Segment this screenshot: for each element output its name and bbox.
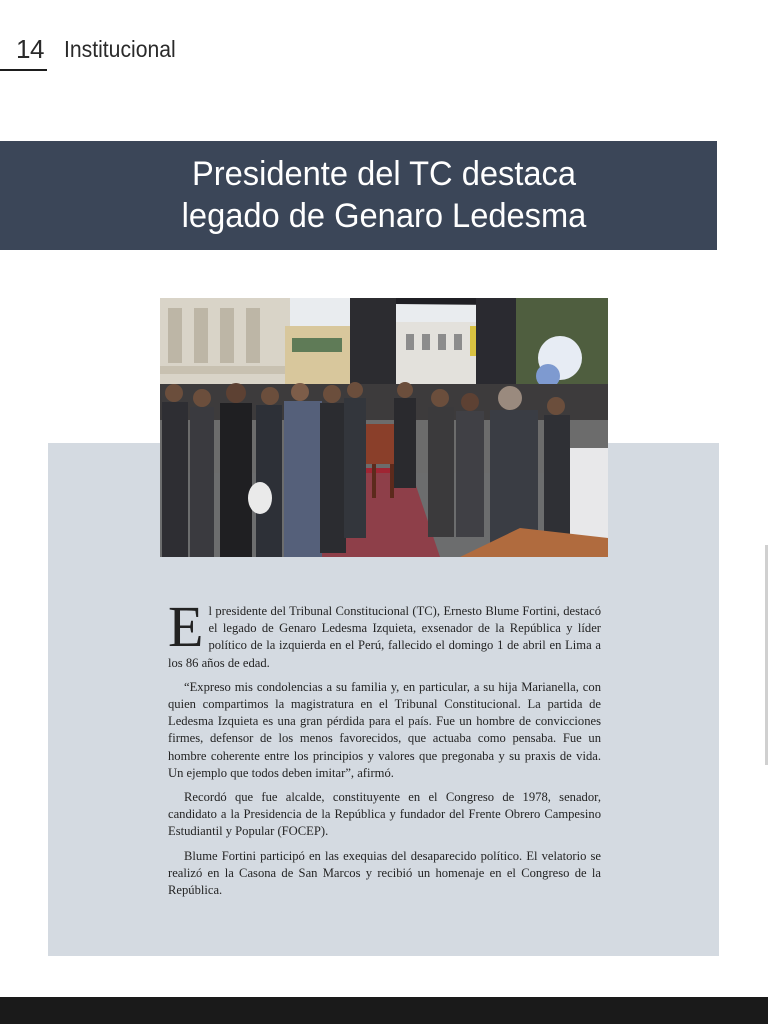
article-paragraph-1 [168,594,601,672]
article-paragraph-3: Recordó que fue alcalde, constituyente en el Congreso de 1978, senador, candidato a la Presidencia de la República y fundador del Frente Obrero Campesino Estudiantil y Popular (FOCEP). [168,790,601,839]
article-title-line-1: Presidente del TC destaca [191,155,577,193]
article-paragraph-4: Blume Fortini participó en las exequias del desaparecido político. El velatorio se realizó en la Casona de San Marcos y recibió un homenaje en el Congreso de la República. [168,848,601,898]
article-paragraph-1-text: l presidente del Tribunal Constitucional (TC), Ernesto Blume Fortini, destacó el legado de Genaro Ledesma Izquieta, exsenador de la República y líder político de la izquierda en el Perú, fallecido el domingo 1 de abril en Lima a los 86 años de edad. [168,604,601,670]
page-number: 14 [16,34,44,64]
section-label: Institucional [64,36,176,62]
title-band [0,141,717,250]
article-photo [160,298,608,557]
drop-cap: E [168,594,204,659]
footer-bar [0,997,768,1024]
article-body [168,594,601,906]
article-paragraph-2: “Expreso mis condolencias a su familia y, en particular, a su hija Marianella, con quien compartimos la magistratura en el Tribunal Constitucional. La partida de Ledesma Izquieta es una gran pérdida para el país. Fue un hombre de convicciones firmes, defensor de los menos favorecidos, que actuaba como pensaba. Fue un hombre coherente entre los principios y valores que pregonaba y su praxis de vida. Un ejemplo que todos deben imitar”, afirmó. [168,679,601,780]
article-title [15,153,752,237]
article-title-line-2: legado de Genaro Ledesma [181,197,587,235]
page-header [0,30,300,70]
page-number-underline [0,69,47,71]
